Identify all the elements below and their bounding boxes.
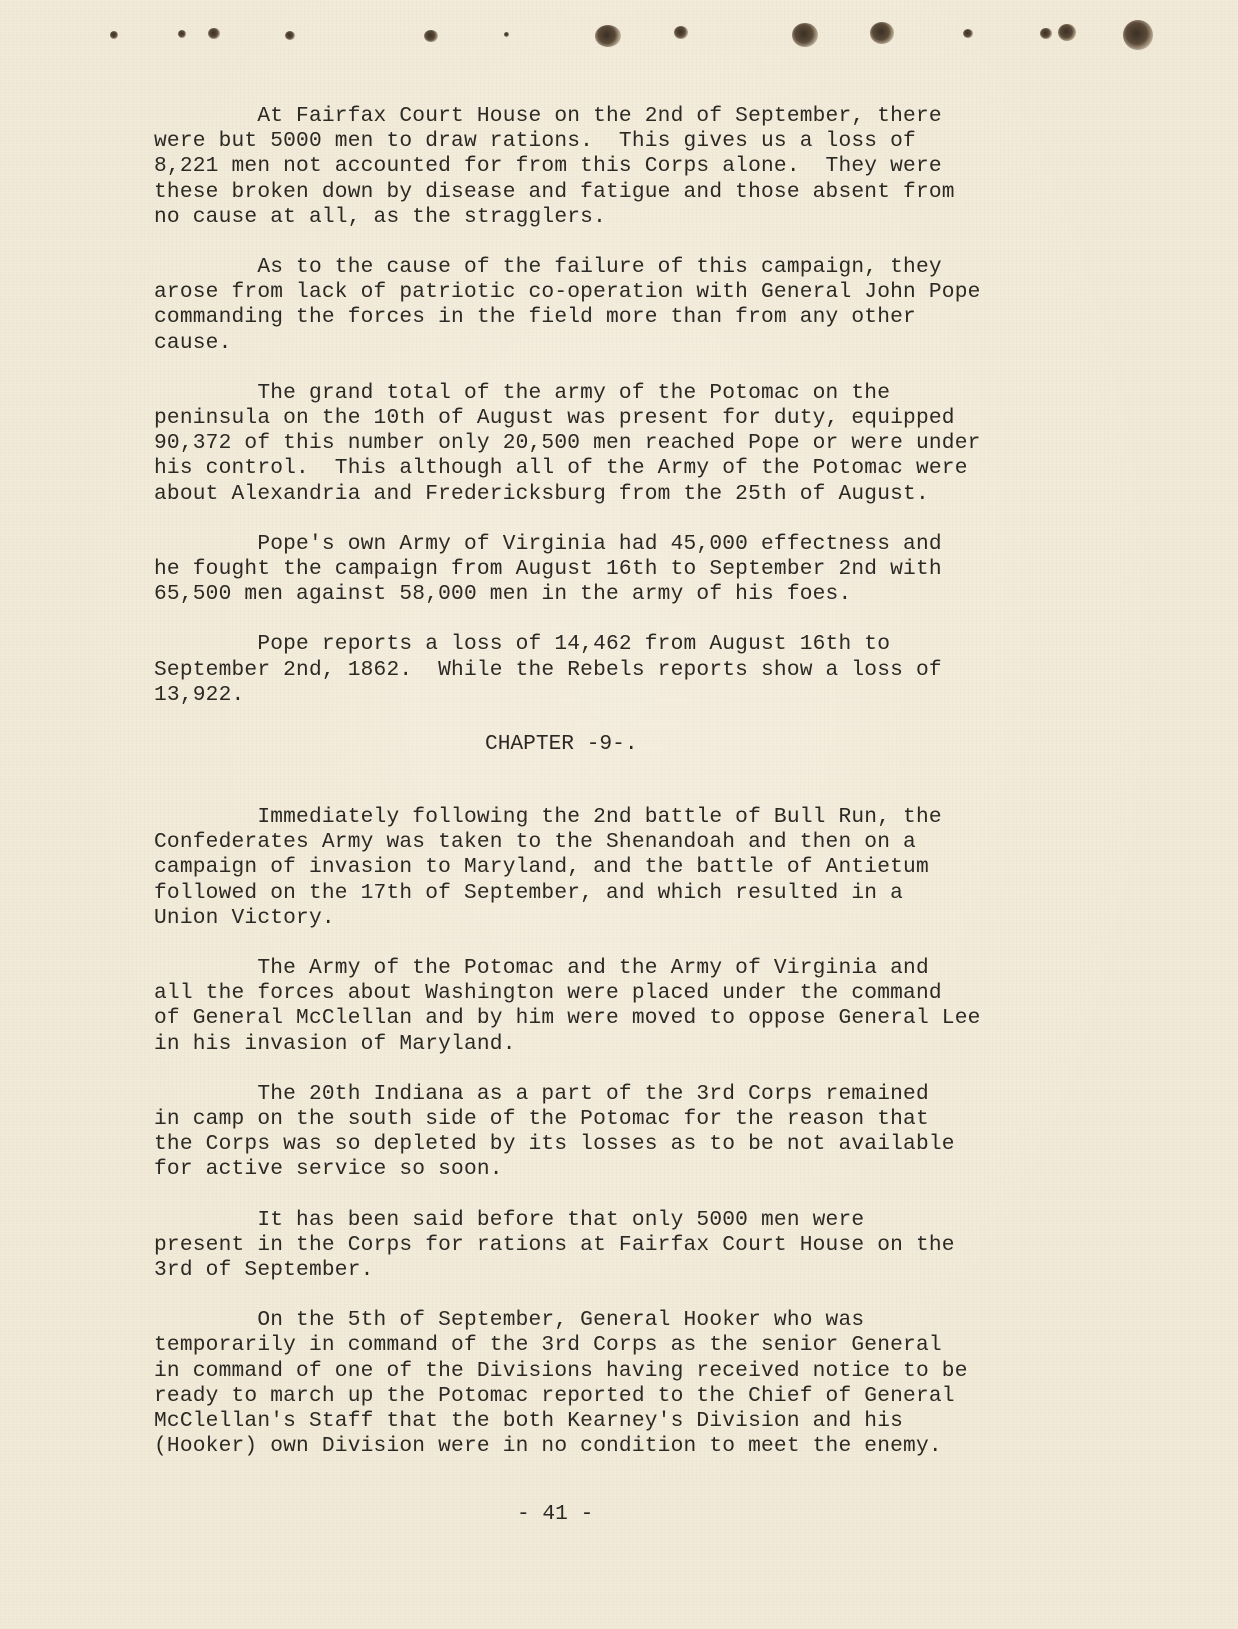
binder-hole [110,31,118,39]
paragraph: At Fairfax Court House on the 2nd of September, there were but 5000 men to draw rations. This gives us a loss of 8,221 men not accounted for from this Corps alone. They were these broken down by disease and fatigue and those absent from no cause at all, as the stragglers. [154,104,955,229]
binder-hole [1058,24,1076,41]
paragraph: Pope reports a loss of 14,462 from August 16th to September 2nd, 1862. While the Rebels reports show a loss of 13,922. [154,632,942,707]
paragraph: The Army of the Potomac and the Army of Virginia and all the forces about Washington were placed under the command of General McClellan and by him were moved to oppose General Lee in his invasion of Maryland. [154,956,981,1056]
paragraph: Immediately following the 2nd battle of Bull Run, the Confederates Army was taken to the Shenandoah and then on a campaign of invasion to Maryland, and the battle of Antietum followed on the 17th of September, and which resulted in a Union Victory. [154,805,942,930]
binder-hole [595,25,621,47]
paragraph: Pope's own Army of Virginia had 45,000 effectness and he fought the campaign from August 16th to September 2nd with 65,500 men against 58,000 men in the army of his foes. [154,531,942,607]
page-number: - 41 - [517,1502,594,1526]
binder-hole [870,22,894,44]
paragraph: The grand total of the army of the Potomac on the peninsula on the 10th of August was present for duty, equipped 90,372 of this number only 20,500 men reached Pope or were under his control. This although all of the Army of the Potomac were about Alexandria and Fredericksburg from the 25th of August. [154,380,981,506]
binder-holes [0,0,1238,80]
binder-hole [963,29,973,38]
text-block-bottom [154,805,1154,1459]
paragraph: On the 5th of September, General Hooker who was temporarily in command of the 3rd Corps as the senior General in command of one of the Divisions having received notice to be ready to march up the Potomac reported to the Chief of General McClellan's Staff that the both Kearney's Division and his (Hooker) own Division were in no condition to meet the enemy. [154,1308,968,1459]
binder-hole [178,30,186,38]
paragraph: As to the cause of the failure of this campaign, they arose from lack of patriotic co-operation with General John Pope commanding the forces in the field more than from any other cause. [154,255,981,355]
binder-hole [1040,28,1052,39]
binder-hole [285,31,295,40]
binder-hole [208,28,220,39]
paragraph: The 20th Indiana as a part of the 3rd Corps remained in camp on the south side of the Potomac for the reason that the Corps was so depleted by its losses as to be not available for active service so soon. [154,1081,955,1182]
binder-hole [674,26,688,39]
paragraph: It has been said before that only 5000 men were present in the Corps for rations at Fairfax Court House on the 3rd of September. [154,1207,955,1283]
binder-hole [792,23,818,47]
binder-hole [504,32,509,37]
text-block-top [154,104,1154,708]
chapter-heading: CHAPTER -9-. [485,732,638,756]
binder-hole [1123,20,1153,50]
binder-hole [424,30,438,42]
